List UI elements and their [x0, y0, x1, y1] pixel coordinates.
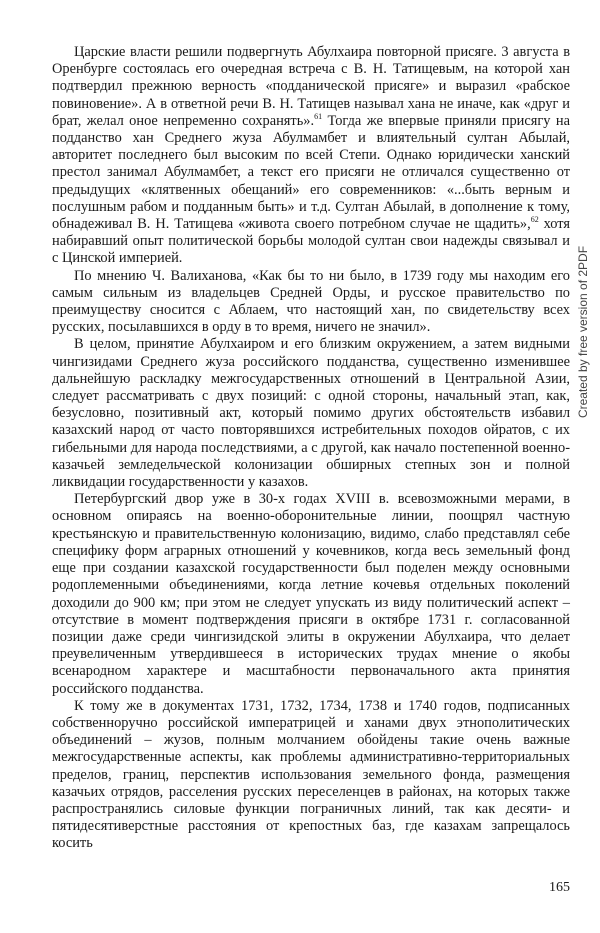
paragraph: В целом, принятие Абулхаиром и его близким окружением, а затем видными чингизидами Среднего жуза российского подданства, существенно изменившее дальнейшую раскладку межгосударственных отношений в Центральной Азии, следует рассматривать с двух позиций: с одной стороны, начальный этап, как, безусловно, позитивный акт, который помимо других обстоятельств избавил казахский народ от часто повторявшихся истребительных походов ойратов, с их гибельными для народа последствиями, а с другой, как начало постепенной военно-казачьей земледельческой колонизации обширных степных зон и полной ликвидации государственности у казахов. — [52, 336, 570, 491]
paragraph — [52, 44, 570, 268]
paragraph-text: Тогда же впервые приняли присягу на подданство хан Среднего жуза Абулмамбет и влиятельный султан Абылай, авторитет последнего был высоким по всей Степи. Однако юридически ханский престол занимал Абулмамбет, а текст его присяги не отличался существенно от предыдущих «клятвенных обещаний» его современников: «...быть верным и послушным рабом и подданным быть» и т.д. Султан Абылай, в дополнение к тому, обнадеживал В. Н. Татищева «живота своего потребном случае не щадить», — [52, 112, 570, 233]
body-text — [52, 44, 570, 853]
footnote-reference: 62 — [530, 215, 539, 225]
paragraph: К тому же в документах 1731, 1732, 1734, 1738 и 1740 годов, подписанных собственноручно российской императрицей и ханами двух этнополитических объединений – жузов, полным молчанием обойдены такие очень важные межгосударственные аспекты, как проблемы административно-территориальных пределов, границ, перспектив использования земельного фонда, размещения казачьих отрядов, расселения русских переселенцев в районах, на которых также распространялись силовые функции пограничных линий, так как десяти- и пятидесятиверстные расстояния от крепостных баз, где казахам запрещалось косить — [52, 697, 570, 852]
watermark — [572, 212, 594, 452]
footnote-reference: 61 — [314, 112, 323, 122]
paragraph: Петербургский двор уже в 30-х годах XVIII в. всевозможными мерами, в основном опираясь на военно-оборонительные линии, поощрял частную крестьянскую и правительственную колонизацию, видимо, слабо представлял себе специфику форм аграрных отношений у кочевников, когда весь земельный фонд еще при создании казахской государственности был поделен между основными родоплеменными объединениями, когда летние кочевья отдельных поколений доходили до 900 км; при этом не следует упускать из виду политический аспект – отсутствие в момент подтверждения присяги в октябре 1731 г. согласованной позиции даже среди чингизидской элиты в окружении Абулхаира, что делает преувеличенным утвердившееся в исторических трудах мнение о якобы всенародном характере и масштабности первоначального акта принятия российского подданства. — [52, 491, 570, 697]
paragraph: По мнению Ч. Валиханова, «Как бы то ни было, в 1739 году мы находим его самым сильным из владельцев Средней Орды, и русское правительство по преимуществу сносится с Аблаем, что настоящий хан, по свидетельству всех русских, посылавшихся в орду в то время, ничего не значил». — [52, 267, 570, 336]
page-number: 165 — [549, 880, 570, 895]
paragraph-text: хотя набиравший опыт политической борьбы молодой султан свои надежды связывал и с Цинской империей. — [52, 216, 571, 267]
watermark-text: Created by free version of 2PDF — [576, 245, 591, 419]
paragraph-text: Царские власти решили подвергнуть Абулхаира повторной присяге. 3 августа в Оренбурге состоялась его очередная встреча с В. Н. Татищевым, на которой хан подтвердил прежнюю верность «подданической присяге» и выразил «рабское повиновение». А в ответной речи В. Н. Татищев называл хана не иначе, как «друг и брат, желал оное непременно сохранять». — [52, 44, 570, 129]
